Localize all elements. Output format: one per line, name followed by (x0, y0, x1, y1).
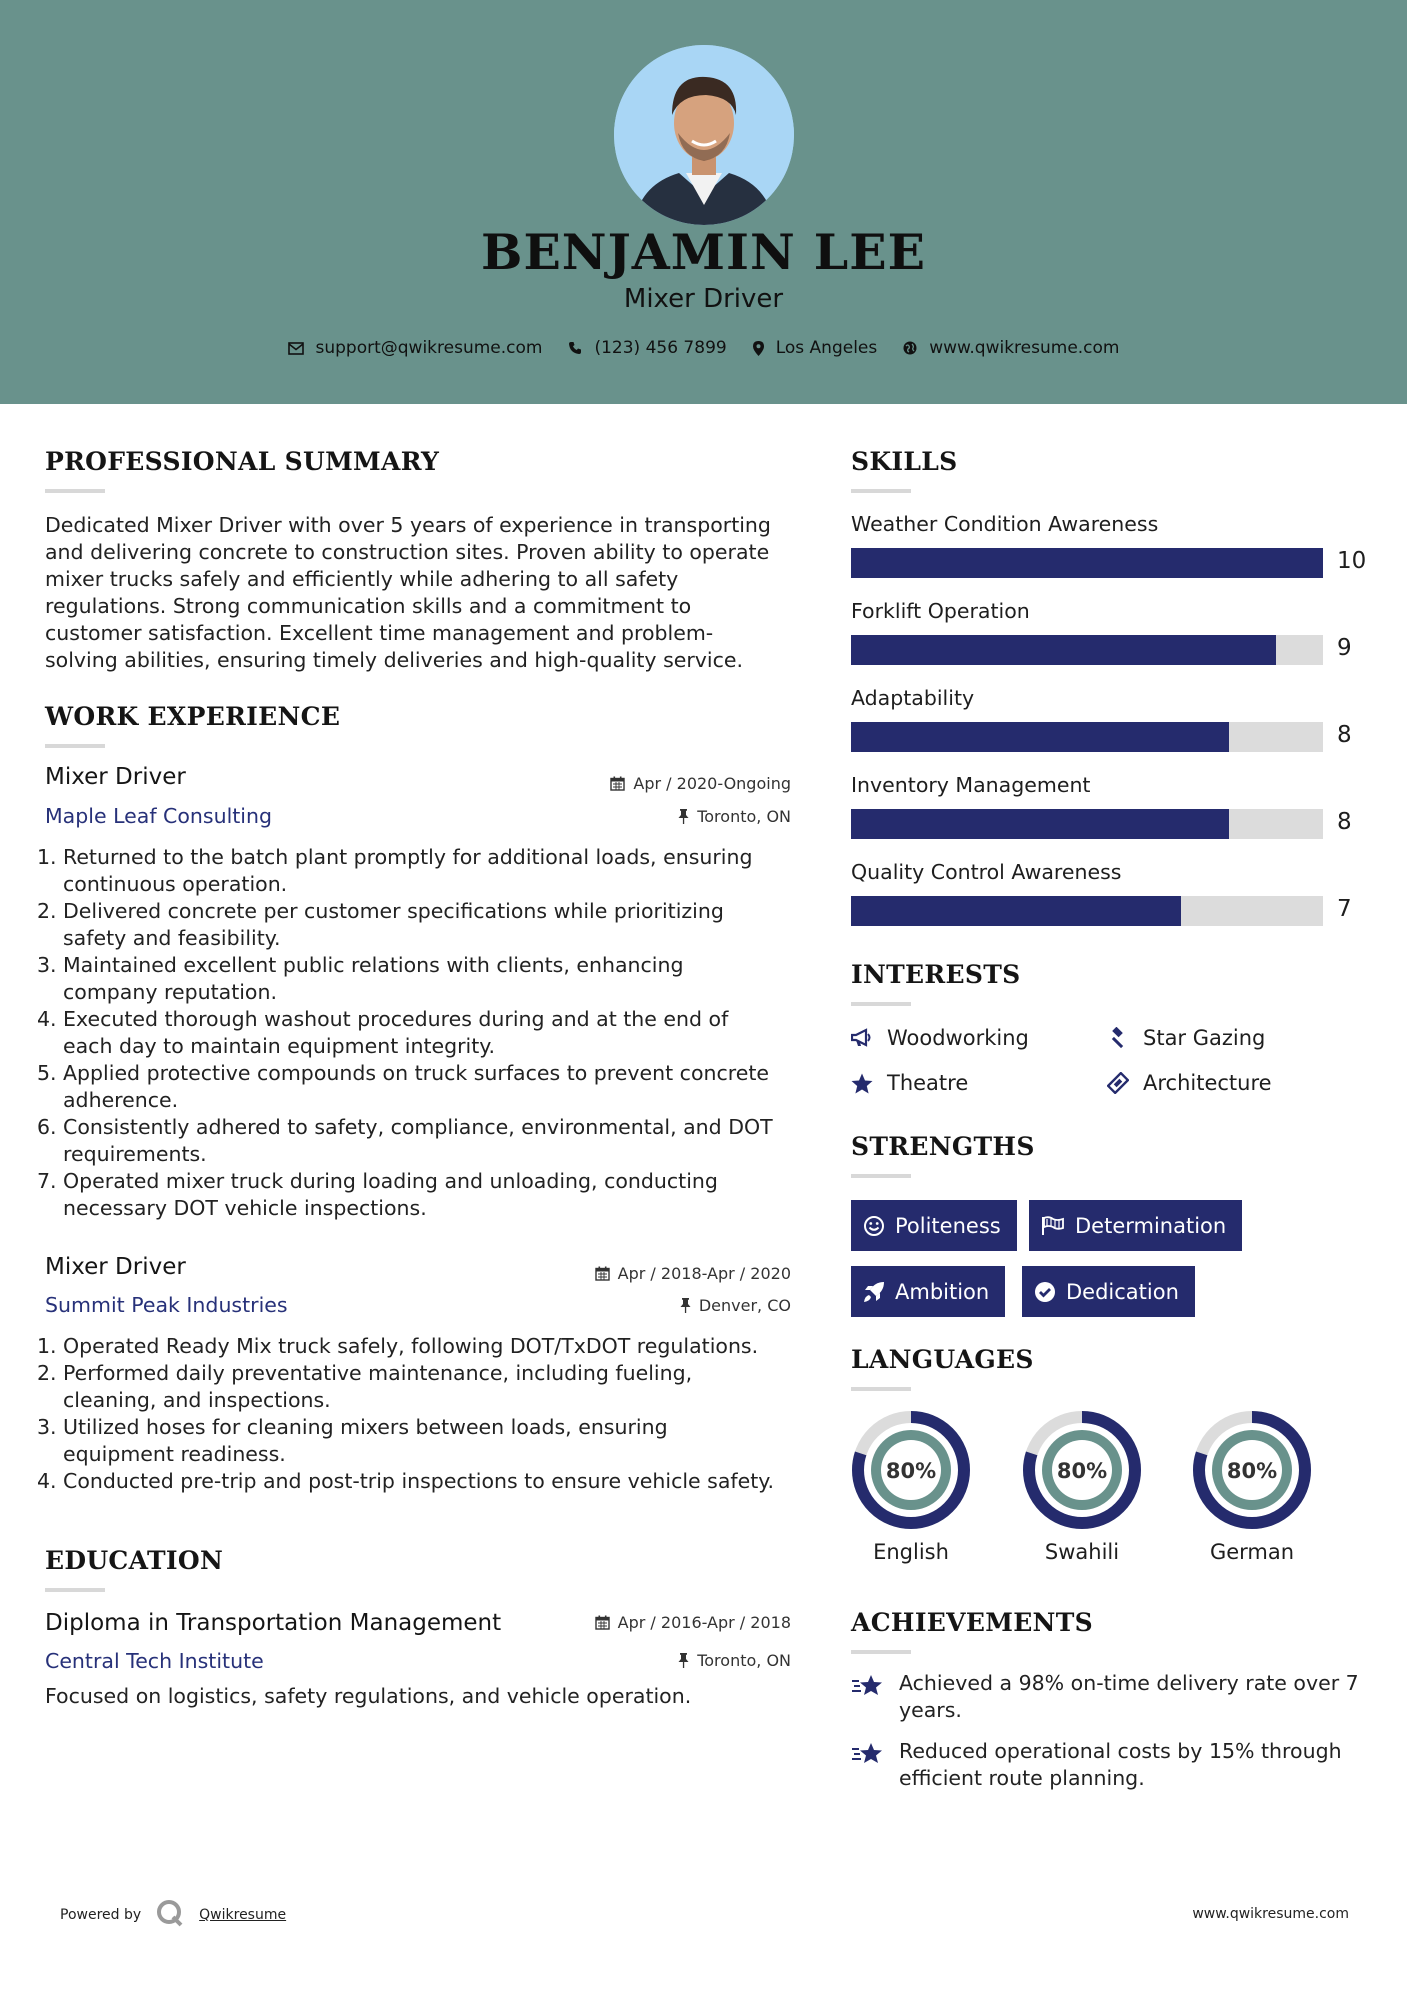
language-item (1190, 1408, 1314, 1564)
profile-photo (614, 45, 794, 225)
list-item: Consistently adhered to safety, compliance, environmental, and DOT requirements. (63, 1115, 773, 1166)
skill-value: 10 (1337, 548, 1367, 574)
education-date-text: Apr / 2016-Apr / 2018 (617, 1613, 791, 1632)
list-item: Executed thorough washout procedures during and at the end of each day to maintain equipment integrity. (63, 1007, 729, 1058)
language-percent: 80% (1226, 1459, 1278, 1483)
skill-value: 8 (1337, 809, 1352, 835)
company-name: Summit Peak Industries (45, 1293, 288, 1317)
interest-label: Star Gazing (1143, 1026, 1266, 1050)
map-pin-icon (753, 341, 764, 356)
language-item (849, 1408, 973, 1564)
job-date (595, 1264, 791, 1283)
pushpin-icon (678, 809, 689, 824)
list-item: Returned to the batch plant promptly for additional loads, ensuring continuous operation. (63, 845, 753, 896)
ticket-icon (1107, 1072, 1129, 1094)
avatar (614, 45, 794, 225)
interest-label: Architecture (1143, 1071, 1272, 1095)
strength-badge (851, 1200, 1017, 1251)
footer-website[interactable]: www.qwikresume.com (1192, 1906, 1349, 1922)
list-item: Conducted pre-trip and post-trip inspections to ensure vehicle safety. (63, 1469, 775, 1493)
skill-name: Quality Control Awareness (851, 860, 1122, 884)
section-divider (851, 489, 911, 493)
skill-value: 7 (1337, 896, 1352, 922)
contact-location-text: Los Angeles (775, 338, 878, 358)
skill-name: Inventory Management (851, 773, 1091, 797)
strength-label: Ambition (895, 1279, 990, 1304)
envelope-icon (288, 342, 304, 355)
achievement-text: Achieved a 98% on-time delivery rate over 7 years. (899, 1671, 1359, 1722)
education-date (595, 1613, 791, 1632)
school-name: Central Tech Institute (45, 1649, 264, 1673)
job-date (610, 774, 791, 793)
duties-list (37, 1333, 797, 1495)
duties-list (37, 844, 797, 1222)
skill-bar-track (851, 722, 1323, 752)
shooting-star-icon (851, 1672, 885, 1700)
interest-item (1107, 1026, 1265, 1050)
language-item (1020, 1408, 1144, 1564)
strengths-heading: STRENGTHS (851, 1132, 1035, 1161)
job-location-text: Toronto, ON (697, 807, 791, 826)
languages-heading: LANGUAGES (851, 1345, 1034, 1374)
strength-badge (1022, 1266, 1195, 1317)
skill-bar-fill (851, 722, 1229, 752)
qwikresume-logo-icon (155, 1898, 185, 1932)
achievement-item (851, 1670, 1371, 1724)
skill-value: 9 (1337, 635, 1352, 661)
strength-label: Dedication (1066, 1279, 1179, 1304)
education-description: Focused on logistics, safety regulations, and vehicle operation. (45, 1684, 692, 1708)
contact-website-text: www.qwikresume.com (929, 338, 1120, 358)
skill-bar-fill (851, 809, 1229, 839)
phone-icon (568, 341, 582, 355)
contact-location (753, 338, 878, 358)
summary-line: regulations. Strong communication skills and a commitment to (45, 594, 692, 618)
list-item: Delivered concrete per customer specifications while prioritizing safety and feasibility. (63, 899, 724, 950)
contact-bar (0, 338, 1407, 358)
interest-label: Theatre (887, 1071, 969, 1095)
job-title: Mixer Driver (45, 764, 186, 790)
list-item: Operated Ready Mix truck safely, following DOT/TxDOT regulations. (63, 1334, 759, 1358)
list-item: Operated mixer truck during loading and unloading, conducting necessary DOT vehicle inspections. (63, 1169, 718, 1220)
summary-line: Dedicated Mixer Driver with over 5 years of experience in transporting (45, 513, 771, 537)
strength-label: Determination (1075, 1213, 1227, 1238)
section-divider (851, 1650, 911, 1654)
skill-name: Forklift Operation (851, 599, 1030, 623)
education-location (678, 1651, 791, 1670)
language-percent: 80% (885, 1459, 937, 1483)
skill-bar-fill (851, 896, 1181, 926)
interests-heading: INTERESTS (851, 960, 1021, 989)
section-divider (45, 489, 105, 493)
pushpin-icon (680, 1298, 691, 1313)
summary-heading: PROFESSIONAL SUMMARY (45, 447, 440, 476)
summary-line: mixer trucks safely and efficiently while adhering to all safety (45, 567, 679, 591)
job-location (678, 807, 791, 826)
language-donut (1020, 1408, 1144, 1532)
job-location (680, 1296, 791, 1315)
contact-phone[interactable] (568, 338, 726, 358)
language-name: Swahili (1044, 1540, 1120, 1564)
contact-website[interactable] (903, 338, 1119, 358)
achievement-text: Reduced operational costs by 15% through efficient route planning. (899, 1739, 1342, 1790)
language-name: German (1209, 1540, 1295, 1564)
skill-name: Weather Condition Awareness (851, 512, 1159, 536)
gavel-icon (1107, 1027, 1129, 1049)
calendar-icon (610, 776, 625, 791)
contact-email-text: support@qwikresume.com (315, 338, 543, 358)
language-percent: 80% (1056, 1459, 1108, 1483)
summary-line: customer satisfaction. Excellent time management and problem- (45, 621, 714, 645)
language-donut (1190, 1408, 1314, 1532)
language-donut (849, 1408, 973, 1532)
candidate-name: BENJAMIN LEE (481, 223, 926, 281)
contact-phone-text: (123) 456 7899 (594, 338, 727, 358)
section-divider (45, 744, 105, 748)
calendar-icon (595, 1266, 610, 1281)
pushpin-icon (678, 1653, 689, 1668)
job-date-text: Apr / 2020-Ongoing (633, 774, 791, 793)
strength-badge (851, 1266, 1005, 1317)
list-item: Maintained excellent public relations with clients, enhancing company reputation. (63, 953, 684, 1004)
summary-line: solving abilities, ensuring timely deliveries and high-quality service. (45, 648, 744, 672)
education-heading: EDUCATION (45, 1546, 224, 1575)
list-item: Performed daily preventative maintenance, including fueling, cleaning, and inspections. (63, 1361, 693, 1412)
job-date-text: Apr / 2018-Apr / 2020 (617, 1264, 791, 1283)
rocket-icon (863, 1281, 885, 1303)
star-icon (851, 1073, 873, 1094)
job-title: Mixer Driver (45, 1254, 186, 1280)
skill-bar-track (851, 809, 1323, 839)
job-location-text: Denver, CO (698, 1296, 791, 1315)
section-divider (45, 1588, 105, 1592)
experience-heading: WORK EXPERIENCE (45, 702, 341, 731)
skills-heading: SKILLS (851, 447, 958, 476)
smile-icon (863, 1215, 885, 1237)
strength-label: Politeness (895, 1213, 1001, 1238)
summary-line: and delivering concrete to construction sites. Proven ability to operate (45, 540, 770, 564)
footer-powered-by (60, 1898, 286, 1932)
achievement-item (851, 1738, 1371, 1792)
globe-icon (903, 341, 917, 355)
strength-badge (1029, 1200, 1242, 1251)
skill-bar-fill (851, 635, 1276, 665)
achievements-heading: ACHIEVEMENTS (851, 1608, 1093, 1637)
check-circle-icon (1034, 1281, 1056, 1303)
powered-by-text: Powered by (60, 1907, 142, 1923)
interest-item (851, 1071, 968, 1095)
degree-title: Diploma in Transportation Management (45, 1610, 502, 1636)
skill-name: Adaptability (851, 686, 975, 710)
qwikresume-link[interactable]: Qwikresume (199, 1907, 287, 1923)
section-divider (851, 1387, 911, 1391)
language-name: English (873, 1540, 949, 1564)
interest-item (1107, 1071, 1272, 1095)
skill-bar-track (851, 548, 1323, 578)
skill-bar-track (851, 635, 1323, 665)
calendar-icon (595, 1615, 610, 1630)
interest-item (851, 1026, 1029, 1050)
skill-value: 8 (1337, 722, 1352, 748)
interest-label: Woodworking (887, 1026, 1029, 1050)
bullhorn-icon (851, 1028, 873, 1048)
shooting-star-icon (851, 1740, 885, 1768)
section-divider (851, 1174, 911, 1178)
skill-bar-track (851, 896, 1323, 926)
flag-icon (1041, 1216, 1065, 1236)
section-divider (851, 1002, 911, 1006)
contact-email[interactable] (288, 338, 543, 358)
candidate-title: Mixer Driver (623, 284, 784, 314)
list-item: Utilized hoses for cleaning mixers between loads, ensuring equipment readiness. (63, 1415, 668, 1466)
skill-bar-fill (851, 548, 1323, 578)
company-name: Maple Leaf Consulting (45, 804, 273, 828)
list-item: Applied protective compounds on truck surfaces to prevent concrete adherence. (63, 1061, 769, 1112)
summary-text (45, 512, 795, 674)
resume-header (0, 0, 1407, 404)
education-location-text: Toronto, ON (697, 1651, 791, 1670)
